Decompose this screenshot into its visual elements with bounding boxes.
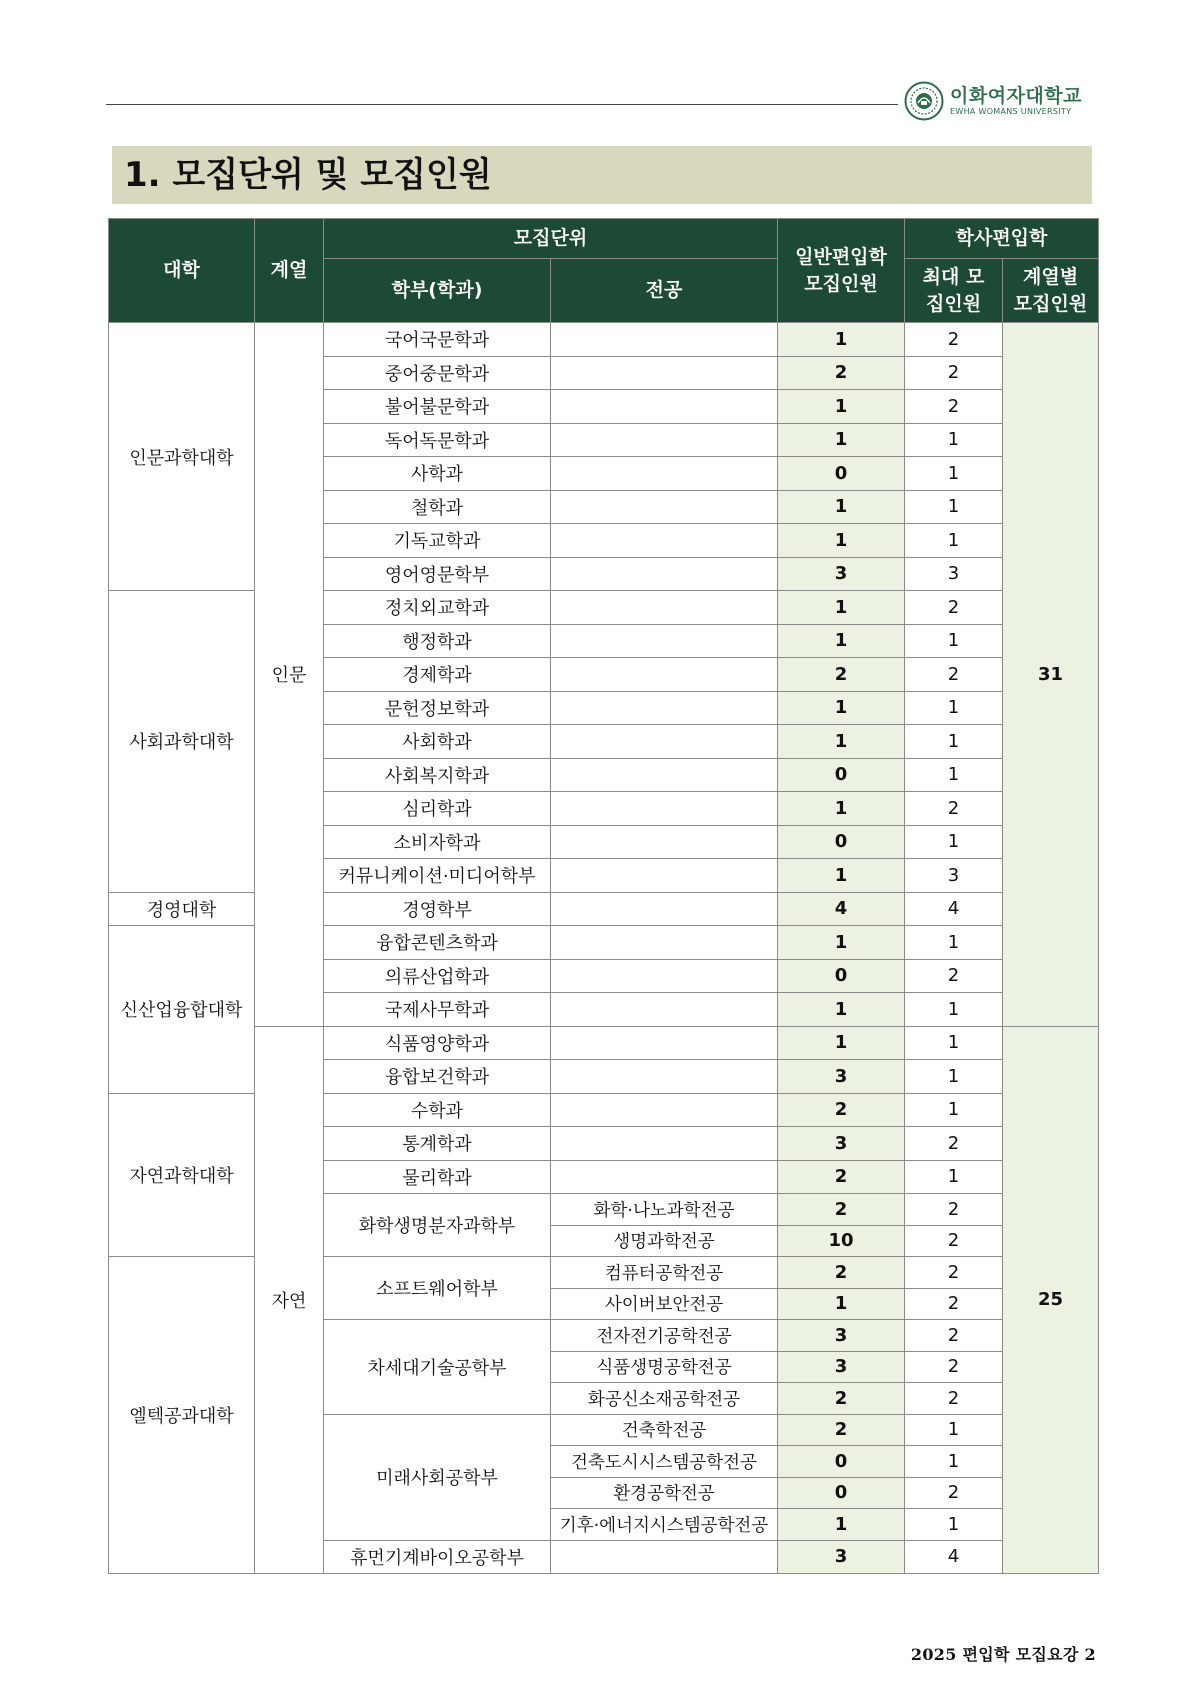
table-body <box>109 323 1099 1574</box>
max-quota-cell: 4 <box>905 1540 1003 1574</box>
max-quota-cell: 1 <box>905 1160 1003 1194</box>
dept-cell: 물리학과 <box>324 1160 551 1194</box>
major-cell <box>551 1127 778 1161</box>
major-cell <box>551 390 778 424</box>
dept-cell: 철학과 <box>324 490 551 524</box>
max-quota-cell: 2 <box>905 1383 1003 1415</box>
general-quota-cell: 1 <box>778 1509 905 1541</box>
major-cell <box>551 993 778 1027</box>
header-track: 계열 <box>255 219 324 323</box>
max-quota-cell: 1 <box>905 926 1003 960</box>
general-quota-cell: 1 <box>778 591 905 625</box>
dept-cell: 심리학과 <box>324 792 551 826</box>
dept-cell: 소프트웨어학부 <box>324 1257 551 1320</box>
general-quota-cell: 0 <box>778 825 905 859</box>
major-cell: 전자전기공학전공 <box>551 1320 778 1352</box>
dept-cell: 통계학과 <box>324 1127 551 1161</box>
dept-cell: 소비자학과 <box>324 825 551 859</box>
major-cell <box>551 457 778 491</box>
general-quota-cell: 0 <box>778 1477 905 1509</box>
general-quota-cell: 1 <box>778 725 905 759</box>
dept-cell: 의류산업학과 <box>324 959 551 993</box>
general-quota-cell: 3 <box>778 557 905 591</box>
general-quota-cell: 0 <box>778 457 905 491</box>
max-quota-cell: 2 <box>905 792 1003 826</box>
general-quota-cell: 2 <box>778 1194 905 1226</box>
college-cell: 신산업융합대학 <box>109 926 255 1094</box>
major-cell <box>551 323 778 357</box>
general-quota-cell: 3 <box>778 1351 905 1383</box>
header-major: 전공 <box>551 259 778 323</box>
max-quota-cell: 2 <box>905 1194 1003 1226</box>
major-cell <box>551 792 778 826</box>
dept-cell: 휴먼기계바이오공학부 <box>324 1540 551 1574</box>
major-cell: 건축학전공 <box>551 1414 778 1446</box>
section-title: 1. 모집단위 및 모집인원 <box>112 146 1092 204</box>
major-cell <box>551 1093 778 1127</box>
major-cell <box>551 725 778 759</box>
dept-cell: 융합보건학과 <box>324 1060 551 1094</box>
max-quota-cell: 2 <box>905 1477 1003 1509</box>
major-cell <box>551 825 778 859</box>
table-row <box>109 1026 1099 1060</box>
general-quota-cell: 1 <box>778 524 905 558</box>
college-cell: 엘텍공과대학 <box>109 1257 255 1574</box>
max-quota-cell: 1 <box>905 490 1003 524</box>
dept-cell: 불어불문학과 <box>324 390 551 424</box>
dept-cell: 차세대기술공학부 <box>324 1320 551 1415</box>
general-quota-cell: 1 <box>778 423 905 457</box>
general-quota-cell: 2 <box>778 1160 905 1194</box>
dept-cell: 사회학과 <box>324 725 551 759</box>
dept-cell: 기독교학과 <box>324 524 551 558</box>
max-quota-cell: 2 <box>905 1257 1003 1289</box>
max-quota-cell: 4 <box>905 892 1003 926</box>
major-cell <box>551 624 778 658</box>
header-dept: 학부(학과) <box>324 259 551 323</box>
major-cell: 환경공학전공 <box>551 1477 778 1509</box>
major-cell: 건축도시시스템공학전공 <box>551 1446 778 1478</box>
college-cell: 경영대학 <box>109 892 255 926</box>
major-cell <box>551 691 778 725</box>
major-cell <box>551 758 778 792</box>
max-quota-cell: 2 <box>905 1288 1003 1320</box>
max-quota-cell: 1 <box>905 725 1003 759</box>
dept-cell: 문헌정보학과 <box>324 691 551 725</box>
max-quota-cell: 2 <box>905 323 1003 357</box>
max-quota-cell: 2 <box>905 1320 1003 1352</box>
header-by-track: 계열별 모집인원 <box>1003 259 1099 323</box>
general-quota-cell: 1 <box>778 1288 905 1320</box>
general-quota-cell: 0 <box>778 959 905 993</box>
max-quota-cell: 1 <box>905 825 1003 859</box>
track-cell: 자연 <box>255 1026 324 1574</box>
major-cell: 식품생명공학전공 <box>551 1351 778 1383</box>
track-cell: 인문 <box>255 323 324 1027</box>
max-quota-cell: 3 <box>905 557 1003 591</box>
header-max: 최대 모집인원 <box>905 259 1003 323</box>
major-cell <box>551 1060 778 1094</box>
major-cell <box>551 1160 778 1194</box>
general-quota-cell: 4 <box>778 892 905 926</box>
general-quota-cell: 0 <box>778 758 905 792</box>
general-quota-cell: 1 <box>778 390 905 424</box>
general-quota-cell: 1 <box>778 993 905 1027</box>
dept-cell: 커뮤니케이션·미디어학부 <box>324 859 551 893</box>
max-quota-cell: 2 <box>905 1225 1003 1257</box>
major-cell <box>551 557 778 591</box>
major-cell: 생명과학전공 <box>551 1225 778 1257</box>
max-quota-cell: 1 <box>905 691 1003 725</box>
general-quota-cell: 3 <box>778 1320 905 1352</box>
header-rule <box>106 104 898 105</box>
dept-cell: 중어중문학과 <box>324 356 551 390</box>
major-cell <box>551 892 778 926</box>
header-bachelor: 학사편입학 <box>905 219 1099 259</box>
general-quota-cell: 2 <box>778 356 905 390</box>
major-cell <box>551 1026 778 1060</box>
max-quota-cell: 2 <box>905 356 1003 390</box>
major-cell <box>551 524 778 558</box>
header-college: 대학 <box>109 219 255 323</box>
max-quota-cell: 2 <box>905 658 1003 692</box>
college-cell: 사회과학대학 <box>109 591 255 893</box>
major-cell <box>551 1540 778 1574</box>
dept-cell: 사회복지학과 <box>324 758 551 792</box>
general-quota-cell: 1 <box>778 926 905 960</box>
general-quota-cell: 1 <box>778 691 905 725</box>
general-quota-cell: 1 <box>778 792 905 826</box>
max-quota-cell: 1 <box>905 1509 1003 1541</box>
general-quota-cell: 2 <box>778 1093 905 1127</box>
dept-cell: 국어국문학과 <box>324 323 551 357</box>
page-footer: 2025 편입학 모집요강 2 <box>910 1645 1096 1664</box>
dept-cell: 식품영양학과 <box>324 1026 551 1060</box>
max-quota-cell: 1 <box>905 624 1003 658</box>
general-quota-cell: 2 <box>778 1414 905 1446</box>
track-total-cell: 25 <box>1003 1026 1099 1574</box>
dept-cell: 국제사무학과 <box>324 993 551 1027</box>
general-quota-cell: 2 <box>778 658 905 692</box>
dept-cell: 정치외교학과 <box>324 591 551 625</box>
max-quota-cell: 2 <box>905 959 1003 993</box>
major-cell <box>551 490 778 524</box>
university-logo <box>904 80 1082 122</box>
major-cell: 사이버보안전공 <box>551 1288 778 1320</box>
general-quota-cell: 1 <box>778 859 905 893</box>
general-quota-cell: 1 <box>778 624 905 658</box>
dept-cell: 사학과 <box>324 457 551 491</box>
general-quota-cell: 1 <box>778 323 905 357</box>
major-cell <box>551 356 778 390</box>
dept-cell: 경제학과 <box>324 658 551 692</box>
dept-cell: 수학과 <box>324 1093 551 1127</box>
track-total-cell: 31 <box>1003 323 1099 1027</box>
header-unit: 모집단위 <box>324 219 778 259</box>
max-quota-cell: 2 <box>905 390 1003 424</box>
max-quota-cell: 1 <box>905 1093 1003 1127</box>
max-quota-cell: 3 <box>905 859 1003 893</box>
major-cell <box>551 423 778 457</box>
max-quota-cell: 1 <box>905 524 1003 558</box>
general-quota-cell: 0 <box>778 1446 905 1478</box>
general-quota-cell: 10 <box>778 1225 905 1257</box>
max-quota-cell: 1 <box>905 1060 1003 1094</box>
ewha-seal-icon <box>904 81 944 121</box>
dept-cell: 미래사회공학부 <box>324 1414 551 1540</box>
admission-quota-table <box>108 218 1099 1574</box>
major-cell <box>551 859 778 893</box>
max-quota-cell: 1 <box>905 758 1003 792</box>
max-quota-cell: 1 <box>905 1414 1003 1446</box>
dept-cell: 경영학부 <box>324 892 551 926</box>
max-quota-cell: 2 <box>905 591 1003 625</box>
logo-english-name: EWHA WOMANS UNIVERSITY <box>950 107 1072 116</box>
general-quota-cell: 2 <box>778 1257 905 1289</box>
general-quota-cell: 3 <box>778 1060 905 1094</box>
max-quota-cell: 2 <box>905 1351 1003 1383</box>
max-quota-cell: 2 <box>905 1127 1003 1161</box>
general-quota-cell: 1 <box>778 490 905 524</box>
max-quota-cell: 1 <box>905 457 1003 491</box>
table-row <box>109 323 1099 357</box>
general-quota-cell: 1 <box>778 1026 905 1060</box>
major-cell: 화학·나노과학전공 <box>551 1194 778 1226</box>
major-cell <box>551 959 778 993</box>
college-cell: 자연과학대학 <box>109 1093 255 1257</box>
major-cell <box>551 658 778 692</box>
max-quota-cell: 1 <box>905 993 1003 1027</box>
max-quota-cell: 1 <box>905 1446 1003 1478</box>
max-quota-cell: 1 <box>905 1026 1003 1060</box>
major-cell <box>551 591 778 625</box>
dept-cell: 행정학과 <box>324 624 551 658</box>
dept-cell: 영어영문학부 <box>324 557 551 591</box>
general-quota-cell: 3 <box>778 1127 905 1161</box>
major-cell: 화공신소재공학전공 <box>551 1383 778 1415</box>
max-quota-cell: 1 <box>905 423 1003 457</box>
major-cell <box>551 926 778 960</box>
dept-cell: 화학생명분자과학부 <box>324 1194 551 1257</box>
major-cell: 컴퓨터공학전공 <box>551 1257 778 1289</box>
general-quota-cell: 3 <box>778 1540 905 1574</box>
dept-cell: 융합콘텐츠학과 <box>324 926 551 960</box>
general-quota-cell: 2 <box>778 1383 905 1415</box>
dept-cell: 독어독문학과 <box>324 423 551 457</box>
header-general: 일반편입학 모집인원 <box>778 219 905 323</box>
logo-korean-name: 이화여자대학교 <box>950 85 1082 107</box>
major-cell: 기후·에너지시스템공학전공 <box>551 1509 778 1541</box>
college-cell: 인문과학대학 <box>109 323 255 591</box>
